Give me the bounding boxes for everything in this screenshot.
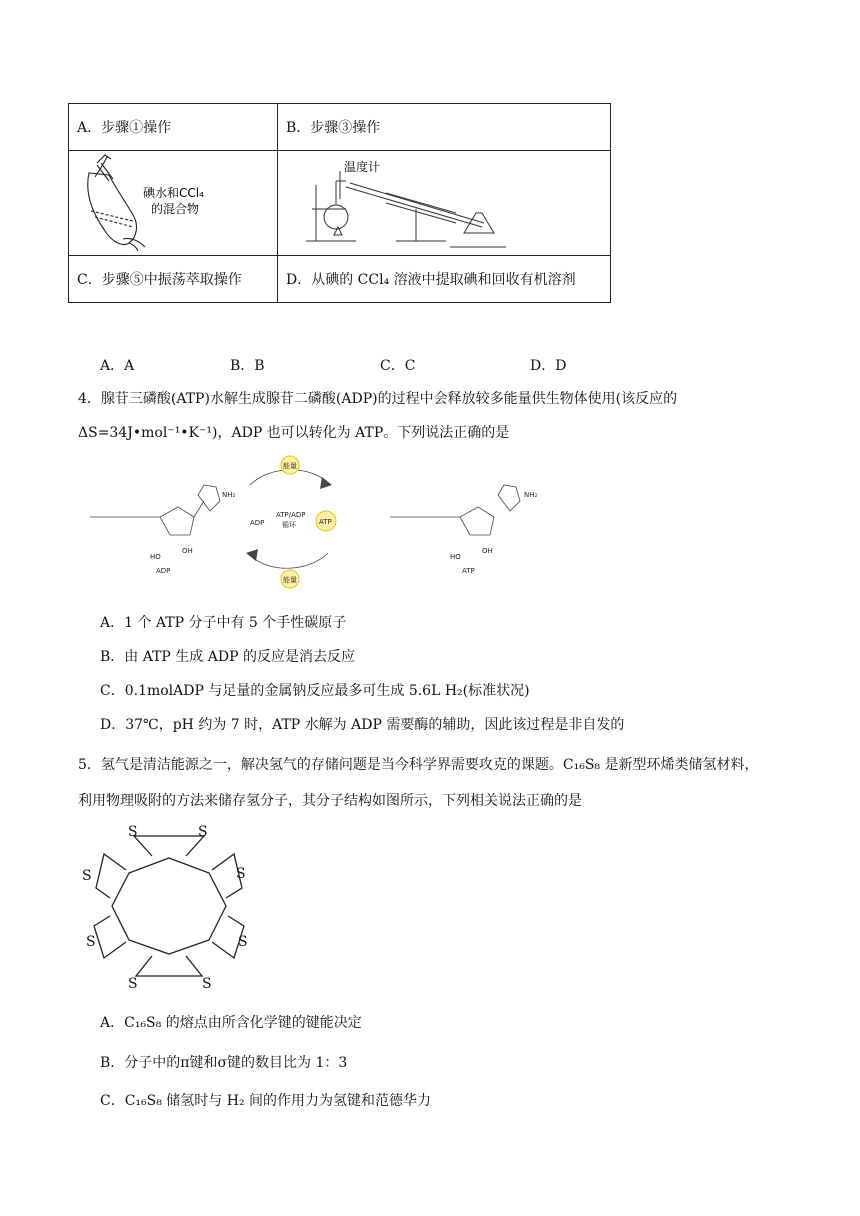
q3-choice-d[interactable]: D．D — [530, 358, 567, 374]
energy-bottom-label: 能量 — [283, 576, 297, 584]
adp-ho: HO — [150, 553, 161, 561]
q4-stem-line2: ΔS=34J•mol⁻¹•K⁻¹)，ADP 也可以转化为 ATP。下列说法正确的是 — [78, 425, 510, 441]
cycle-atp-label: ATP — [319, 518, 332, 526]
q5-option-b[interactable]: B．分子中的π键和σ键的数目比为 1：3 — [100, 1055, 348, 1071]
adp-nh2: NH₂ — [222, 491, 236, 499]
sulfur-atom: S — [202, 976, 212, 992]
q3-cell-c-label: C．步骤⑤中振荡萃取操作 — [69, 256, 278, 303]
q3-choices — [0, 355, 860, 375]
adp-oh: OH — [182, 547, 193, 555]
separatory-funnel-figure — [77, 151, 269, 251]
q5-option-a[interactable]: A．C₁₆S₈ 的熔点由所含化学键的键能决定 — [100, 1015, 362, 1031]
cycle-adp-label: ADP — [250, 519, 265, 527]
q4-option-b[interactable]: B．由 ATP 生成 ADP 的反应是消去反应 — [100, 649, 355, 665]
q4-option-c[interactable]: C．0.1molADP 与足量的金属钠反应最多可生成 5.6L H₂(标准状况) — [100, 683, 530, 699]
q3-cell-distillation — [278, 151, 611, 256]
c16s8-structure-figure — [74, 818, 264, 994]
sulfur-atom: S — [86, 934, 96, 950]
sulfur-atom: S — [128, 824, 138, 840]
q5-stem-line1: 5．氢气是清洁能源之一，解决氢气的存储问题是当今科学界需要攻克的课题。C₁₆S₈ 是新型环烯类储氢材料， — [78, 757, 759, 773]
q3-choice-b[interactable]: B．B — [230, 358, 265, 374]
atp-oh: OH — [482, 547, 493, 555]
sulfur-atom: S — [82, 868, 92, 884]
atp-nh2: NH₂ — [524, 491, 538, 499]
cycle-text-1: ATP/ADP — [276, 511, 306, 519]
atp-caption: ATP — [462, 567, 475, 575]
funnel-label-2: 的混合物 — [151, 202, 200, 216]
thermometer-label: 温度计 — [344, 160, 381, 174]
atp-ho: HO — [450, 553, 461, 561]
sulfur-atom: S — [198, 824, 208, 840]
distillation-apparatus-figure — [286, 151, 602, 251]
sulfur-atom: S — [236, 866, 246, 882]
q4-option-d[interactable]: D．37℃，pH 约为 7 时，ATP 水解为 ADP 需要酶的辅助，因此该过程是非自发的 — [100, 717, 625, 733]
sulfur-atom: S — [128, 976, 138, 992]
q3-cell-b-label: B．步骤③操作 — [278, 104, 611, 151]
atp-adp-cycle-figure — [70, 455, 560, 595]
q5-option-c[interactable]: C．C₁₆S₈ 储氢时与 H₂ 间的作用力为氢键和范德华力 — [100, 1093, 432, 1109]
q3-cell-a-label: A．步骤①操作 — [69, 104, 278, 151]
sulfur-atom: S — [238, 934, 248, 950]
energy-top-label: 能量 — [283, 462, 297, 470]
q5-stem-line2: 利用物理吸附的方法来储存氢分子，其分子结构如图所示，下列相关说法正确的是 — [78, 793, 582, 809]
q3-cell-d-label: D．从碘的 CCl₄ 溶液中提取碘和回收有机溶剂 — [278, 256, 611, 303]
q3-options-table — [68, 103, 611, 303]
q3-cell-funnel — [69, 151, 278, 256]
adp-caption: ADP — [156, 567, 171, 575]
funnel-label-1: 碘水和CCl₄ — [143, 186, 204, 200]
q4-stem-line1: 4．腺苷三磷酸(ATP)水解生成腺苷二磷酸(ADP)的过程中会释放较多能量供生物体使用(该反应的 — [78, 391, 678, 407]
q4-option-a[interactable]: A．1 个 ATP 分子中有 5 个手性碳原子 — [100, 615, 347, 631]
cycle-text-2: 循环 — [282, 521, 296, 529]
q3-choice-a[interactable]: A．A — [100, 358, 135, 374]
q3-choice-c[interactable]: C．C — [380, 358, 416, 374]
